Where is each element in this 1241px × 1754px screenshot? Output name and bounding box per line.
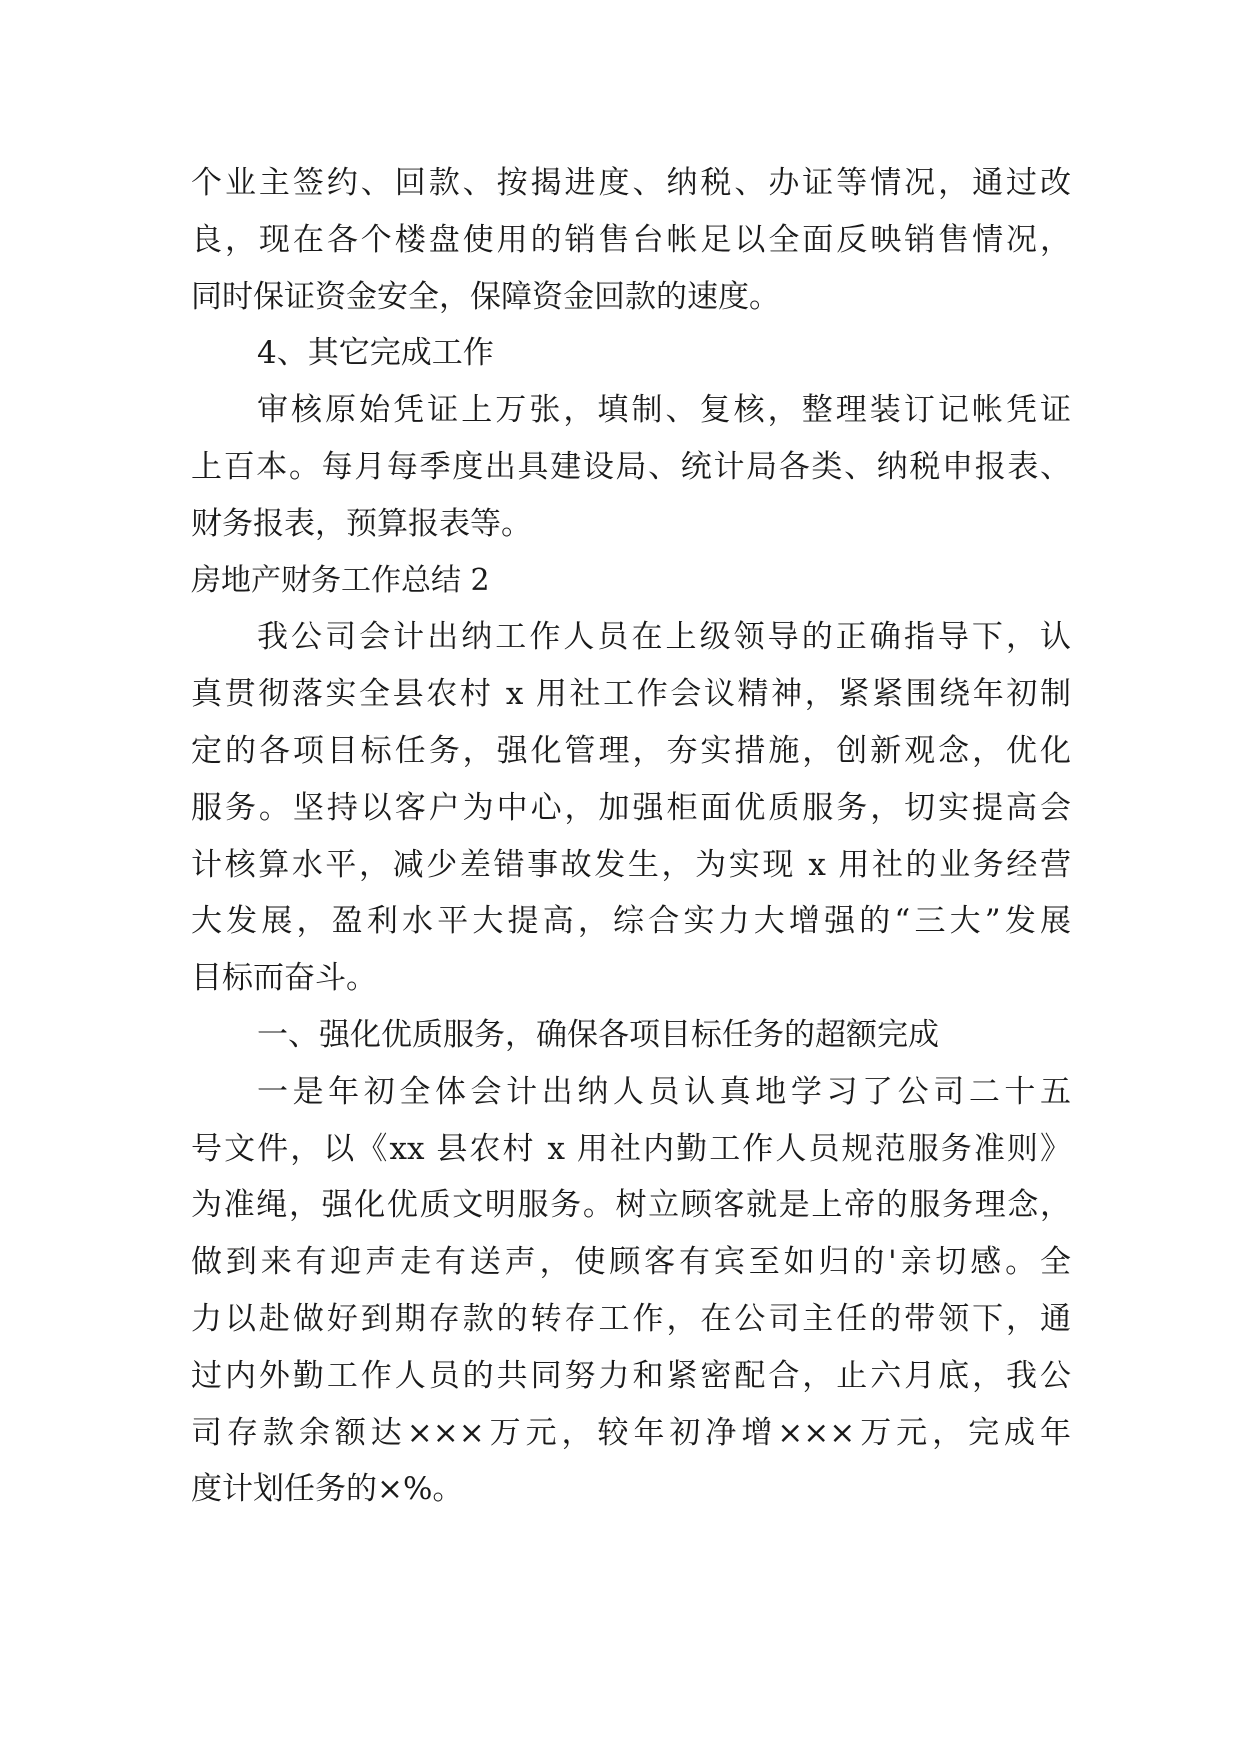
paragraph-line: 真贯彻落实全县农村 x 用社工作会议精神，紧紧围绕年初制 — [191, 676, 1071, 713]
item4-title: 4、其它完成工作 — [257, 335, 494, 372]
section2-title: 房地产财务工作总结 2 — [191, 562, 490, 598]
paragraph-line: 个业主签约、回款、按揭进度、纳税、办证等情况，通过改 — [191, 165, 1071, 201]
paragraph-line: 同时保证资金安全，保障资金回款的速度。 — [191, 278, 780, 315]
paragraph-line: 上百本。每月每季度出具建设局、统计局各类、纳税申报表、 — [191, 448, 1071, 485]
paragraph-line: 大发展，盈利水平大提高，综合实力大增强的“三大”发展 — [191, 903, 1071, 940]
paragraph-line: 一是年初全体会计出纳人员认真地学习了公司二十五 — [257, 1073, 1071, 1110]
paragraph-line: 定的各项目标任务，强化管理，夯实措施，创新观念，优化 — [191, 732, 1071, 769]
paragraph-line: 度计划任务的×%。 — [191, 1471, 464, 1508]
paragraph-line: 为准绳，强化优质文明服务。树立顾客就是上帝的服务理念， — [191, 1187, 1071, 1224]
paragraph-line: 我公司会计出纳工作人员在上级领导的正确指导下，认 — [257, 619, 1071, 656]
paragraph-line: 计核算水平，减少差错事故发生，为实现 x 用社的业务经营 — [191, 846, 1071, 883]
paragraph-line: 良，现在各个楼盘使用的销售台帐足以全面反映销售情况， — [191, 221, 1071, 258]
paragraph-line: 审核原始凭证上万张，填制、复核，整理装订记帐凭证 — [257, 392, 1071, 429]
document-body — [191, 155, 1071, 1518]
paragraph-line: 做到来有迎声走有送声，使顾客有宾至如归的'亲切感。全 — [191, 1244, 1071, 1281]
paragraph-line: 号文件，以《xx 县农村 x 用社内勤工作人员规范服务准则》 — [191, 1130, 1071, 1167]
paragraph-line: 服务。坚持以客户为中心，加强柜面优质服务，切实提高会 — [191, 789, 1071, 826]
paragraph-line: 过内外勤工作人员的共同努力和紧密配合，止六月底，我公 — [191, 1357, 1071, 1394]
part1-title: 一、强化优质服务，确保各项目标任务的超额完成 — [257, 1016, 939, 1053]
paragraph-line: 力以赴做好到期存款的转存工作，在公司主任的带领下，通 — [191, 1300, 1071, 1337]
paragraph-line: 司存款余额达×××万元，较年初净增×××万元，完成年 — [191, 1414, 1071, 1451]
paragraph-line: 目标而奋斗。 — [191, 960, 377, 997]
paragraph-line: 财务报表，预算报表等。 — [191, 505, 532, 542]
